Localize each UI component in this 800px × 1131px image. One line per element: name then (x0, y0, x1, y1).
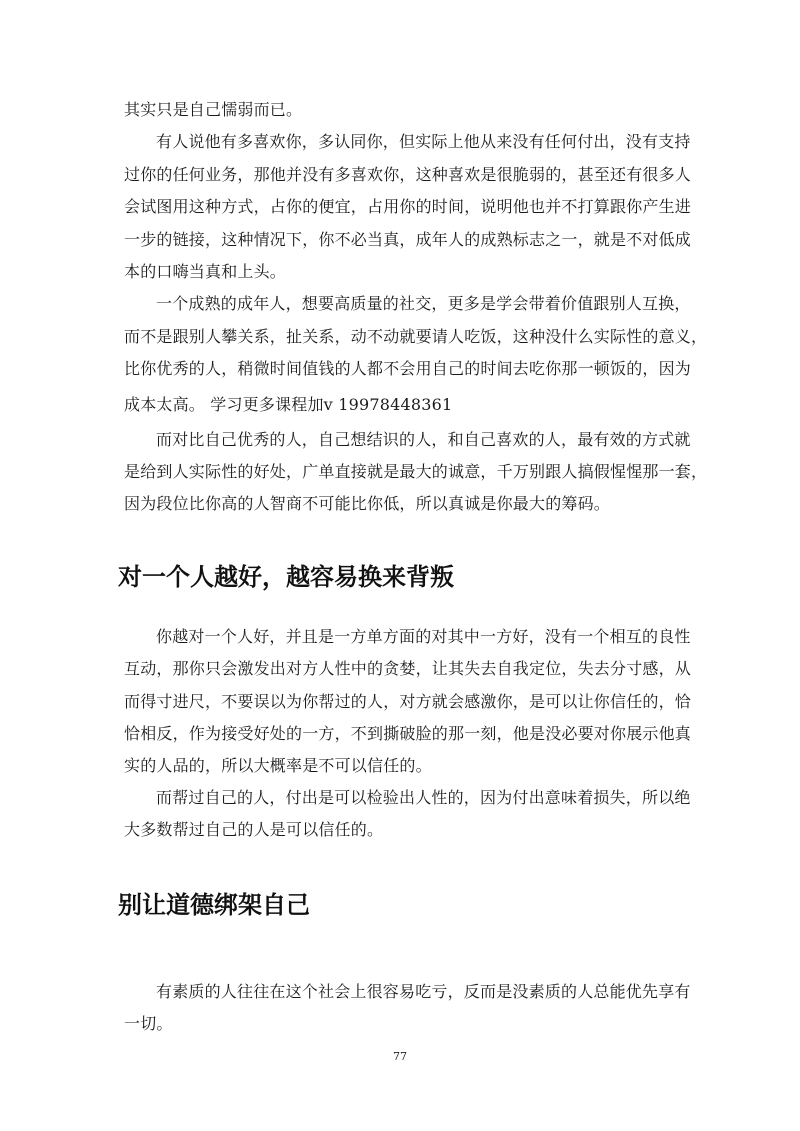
paragraph-line: 其实只是自己懦弱而已。 (124, 100, 303, 119)
paragraph-line: 而不是跟别人攀关系，扯关系，动不动就要请人吃饭，这种没什么实际性的意义， (124, 327, 708, 346)
paragraph-line: 恰相反，作为接受好处的一方，不到撕破脸的那一刻，他是没必要对你展示他真 (124, 724, 692, 743)
paragraph-line: 本的口嗨当真和上头。 (124, 262, 287, 281)
paragraph-line: 互动，那你只会激发出对方人性中的贪婪，让其失去自我定位，失去分寸感，从 (124, 659, 692, 678)
paragraph-line: 因为段位比你高的人智商不可能比你低，所以真诚是你最大的筹码。 (124, 494, 611, 513)
paragraph-line: 是给到人实际性的好处，广单直接就是最大的诚意，千万别跟人搞假惺惺那一套， (124, 462, 708, 481)
paragraph-line: 会试图用这种方式，占你的便宜，占用你的时间，说明他也并不打算跟你产生进 (124, 197, 692, 216)
paragraph-line: 实的人品的，所以大概率是不可以信任的。 (124, 756, 432, 775)
paragraph-line: 一步的链接，这种情况下，你不必当真，成年人的成熟标志之一，就是不对低成 (124, 230, 692, 249)
paragraph-line: 过你的任何业务，那他并没有多喜欢你，这种喜欢是很脆弱的，甚至还有很多人 (124, 165, 692, 184)
paragraph-line: 而帮过自己的人，付出是可以检验出人性的，因为付出意味着损失，所以绝 (156, 788, 691, 807)
paragraph-line: 一切。 (124, 1014, 173, 1033)
paragraph-line: 有人说他有多喜欢你，多认同你，但实际上他从来没有任何付出，没有支持 (156, 132, 691, 151)
section-heading: 别让道德绑架自己 (118, 891, 310, 919)
paragraph-line: 而得寸进尺，不要误以为你帮过的人，对方就会感激你，是可以让你信任的，恰 (124, 692, 692, 711)
paragraph-line: 比你优秀的人，稍微时间值钱的人都不会用自己的时间去吃你那一顿饭的，因为 (124, 359, 692, 378)
paragraph-line: 有素质的人往往在这个社会上很容易吃亏，反而是没素质的人总能优先享有 (156, 982, 691, 1001)
paragraph-line: 而对比自己优秀的人，自己想结识的人，和自己喜欢的人，最有效的方式就 (156, 430, 691, 449)
section-heading: 对一个人越好，越容易换来背叛 (118, 563, 454, 591)
paragraph-line: 大多数帮过自己的人是可以信任的。 (124, 820, 384, 839)
paragraph-line: 你越对一个人好，并且是一方单方面的对其中一方好，没有一个相互的良性 (156, 627, 691, 646)
paragraph-line: 成本太高。 学习更多课程加v 19978448361 (124, 395, 453, 414)
page-number: 77 (393, 1050, 407, 1063)
paragraph-line: 一个成熟的成年人，想要高质量的社交，更多是学会带着价值跟别人互换， (156, 294, 691, 313)
